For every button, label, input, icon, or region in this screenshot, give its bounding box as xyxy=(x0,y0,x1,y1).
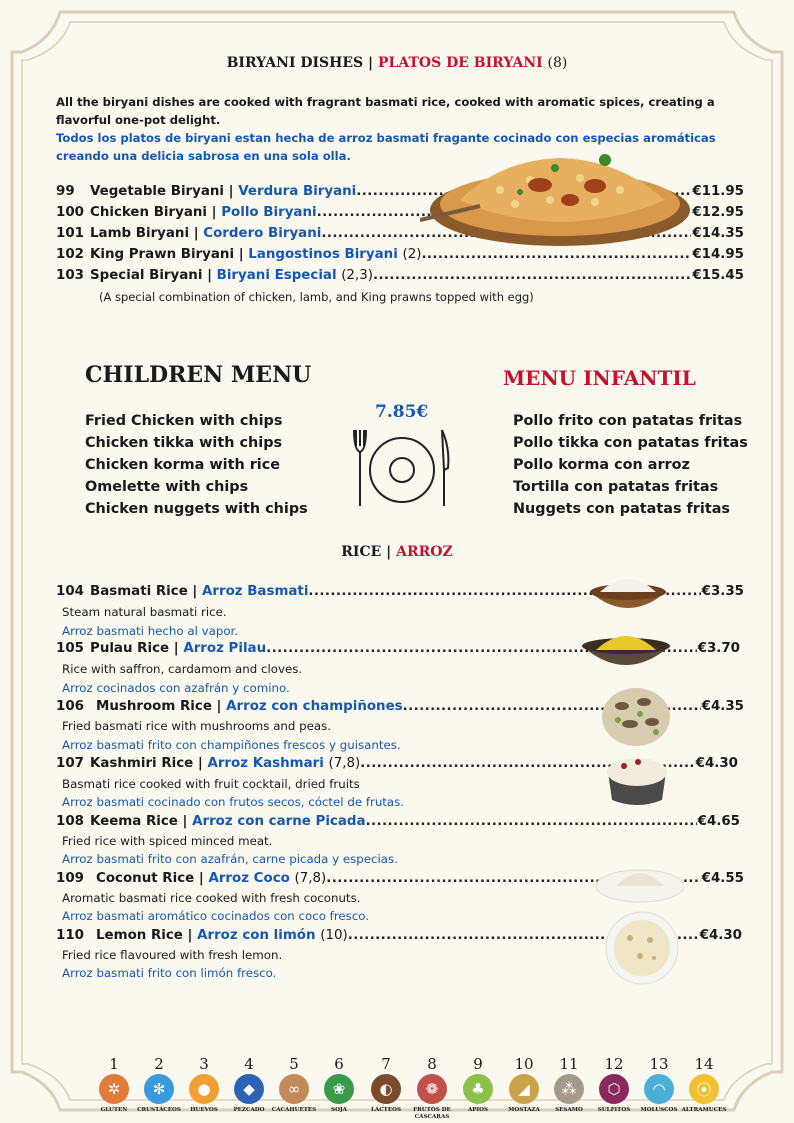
children-item: Pollo tikka con patatas fritas xyxy=(513,435,748,451)
allergen-7 xyxy=(360,1055,412,1114)
item-number: 108 xyxy=(56,814,84,829)
shell-icon: ◠ xyxy=(644,1074,674,1104)
allergen-number: 2 xyxy=(154,1055,164,1073)
item-price: €12.95 xyxy=(692,205,744,220)
nut-icon: ❁ xyxy=(417,1074,447,1104)
item-name-en: King Prawn Biryani | xyxy=(90,247,244,262)
allergen-label: MOLUSCOS xyxy=(640,1107,678,1113)
item-number: 103 xyxy=(56,268,84,283)
wheat-icon: ✲ xyxy=(99,1074,129,1104)
item-price: €4.65 xyxy=(697,814,740,829)
allergen-number: 10 xyxy=(514,1055,534,1073)
kashmiri-rice-image xyxy=(604,752,670,808)
allergen-number: 1 xyxy=(109,1055,119,1073)
basmati-rice-image xyxy=(586,572,670,620)
item-desc-en: Basmati rice cooked with fruit cocktail, dried fruits xyxy=(62,777,360,791)
biryani-section-title xyxy=(0,55,794,71)
item-price: €4.55 xyxy=(701,871,744,886)
item-name-es: Arroz Kashmari xyxy=(207,756,324,771)
item-name-es: Cordero Biryani xyxy=(203,226,322,241)
item-allergens: (2) xyxy=(402,247,422,262)
allergen-9 xyxy=(452,1055,504,1114)
biryani-intro-en: All the biryani dishes are cooked with fragrant basmati rice, cooked with aromatic spices, creating a flavorful one-pot delight. xyxy=(56,95,715,127)
item-name-en: Chicken Biryani | xyxy=(90,205,217,220)
item-name-en: Lamb Biryani | xyxy=(90,226,199,241)
item-desc-en: Fried rice flavoured with fresh lemon. xyxy=(62,948,283,962)
item-number: 105 xyxy=(56,641,84,656)
children-item: Omelette with chips xyxy=(85,479,249,495)
sesame-icon: ⁂ xyxy=(554,1074,584,1104)
item-name-en: Basmati Rice | xyxy=(90,584,198,599)
item-price: €4.30 xyxy=(699,928,742,943)
item-name-en: Special Biryani | xyxy=(90,268,212,283)
biryani-title-en: BIRYANI DISHES | xyxy=(226,55,374,71)
children-item: Chicken korma with rice xyxy=(85,457,281,473)
milk-icon: ◐ xyxy=(371,1074,401,1104)
lemon-rice-image xyxy=(604,910,680,986)
coconut-rice-image xyxy=(594,860,686,904)
rice-section-title xyxy=(0,544,794,560)
item-desc-es: Arroz basmati aromático cocinados con coco fresco. xyxy=(62,909,370,923)
lupin-icon: ⦿ xyxy=(689,1074,719,1104)
allergen-label: FRUTOS DE CASCARAS xyxy=(413,1107,451,1120)
item-name-es: Arroz con limón xyxy=(197,928,316,943)
item-desc-es: Arroz basmati frito con azafrán, carne picada y especias. xyxy=(62,852,398,866)
item-name-en: Keema Rice | xyxy=(90,814,188,829)
item-name-es: Arroz Pilau xyxy=(183,641,267,656)
item-price: €4.35 xyxy=(701,699,744,714)
allergen-legend xyxy=(88,1055,727,1121)
biryani-title-allergens: (8) xyxy=(547,55,568,71)
item-desc-en: Steam natural basmati rice. xyxy=(62,605,227,619)
item-name-es: Arroz con carne Picada xyxy=(192,814,366,829)
item-name-es: Arroz con champiñones xyxy=(226,699,403,714)
item-price: €14.95 xyxy=(692,247,744,262)
item-name-es: Arroz Coco xyxy=(208,871,290,886)
item-desc-es: Arroz basmati cocinado con frutos secos, cóctel de frutas. xyxy=(62,795,405,809)
item-desc-es: Arroz basmati frito con limón fresco. xyxy=(62,966,277,980)
item-name-en: Vegetable Biryani | xyxy=(90,184,234,199)
biryani-special-note: (A special combination of chicken, lamb, and King prawns topped with egg) xyxy=(99,290,534,304)
allergen-label: CRUSTÁCEOS xyxy=(137,1107,181,1113)
item-name-en: Coconut Rice | xyxy=(96,871,204,886)
allergen-number: 13 xyxy=(649,1055,669,1073)
item-number: 99 xyxy=(56,184,75,199)
allergen-number: 9 xyxy=(473,1055,483,1073)
children-menu-price: 7.85€ xyxy=(375,402,429,422)
allergen-number: 14 xyxy=(694,1055,714,1073)
peanut-icon: ∞ xyxy=(279,1074,309,1104)
allergen-label: SULFITOS xyxy=(597,1107,631,1113)
item-name-en: Kashmiri Rice | xyxy=(90,756,203,771)
allergen-number: 11 xyxy=(559,1055,579,1073)
children-item: Chicken tikka with chips xyxy=(85,435,283,451)
celery-icon: ♣ xyxy=(463,1074,493,1104)
allergen-number: 6 xyxy=(334,1055,344,1073)
item-desc-en: Fried rice with spiced minced meat. xyxy=(62,834,273,848)
children-item: Tortilla con patatas fritas xyxy=(513,479,719,495)
allergen-label: HUEVOS xyxy=(190,1107,218,1113)
allergen-label: APIOS xyxy=(467,1107,489,1113)
children-item: Fried Chicken with chips xyxy=(85,413,283,429)
item-price: €14.35 xyxy=(692,226,744,241)
allergen-label: SOJA xyxy=(331,1107,347,1113)
crab-icon: ✻ xyxy=(144,1074,174,1104)
item-number: 107 xyxy=(56,756,84,771)
allergen-label: GLUTEN xyxy=(100,1107,128,1113)
item-number: 110 xyxy=(56,928,84,943)
mushroom-rice-image xyxy=(600,686,672,748)
allergen-label: PEZCADO xyxy=(233,1107,265,1113)
children-menu-title-es: MENU INFANTIL xyxy=(503,366,696,390)
item-desc-es: Arroz basmati hecho al vapor. xyxy=(62,624,239,638)
allergen-label: ALTRAMUCES xyxy=(681,1107,727,1113)
item-number: 109 xyxy=(56,871,84,886)
item-name-es: Biryani Especial xyxy=(216,268,337,283)
item-price: €3.35 xyxy=(701,584,744,599)
item-price: €3.70 xyxy=(697,641,740,656)
item-number: 106 xyxy=(56,699,84,714)
allergen-number: 4 xyxy=(244,1055,254,1073)
soy-icon: ❀ xyxy=(324,1074,354,1104)
pulau-rice-image xyxy=(580,628,672,680)
item-number: 100 xyxy=(56,205,84,220)
egg-icon: ● xyxy=(189,1074,219,1104)
children-item: Pollo frito con patatas fritas xyxy=(513,413,743,429)
children-menu-title-en: CHILDREN MENU xyxy=(85,362,312,388)
item-desc-es: Arroz cocinados con azafrán y comino. xyxy=(62,681,290,695)
biryani-dish-image xyxy=(420,140,700,250)
item-price: €11.95 xyxy=(692,184,744,199)
fish-icon: ◆ xyxy=(234,1074,264,1104)
allergen-number: 3 xyxy=(199,1055,209,1073)
item-allergens: (2,3) xyxy=(341,268,373,283)
allergen-label: SESAMO xyxy=(555,1107,583,1113)
item-name-en: Mushroom Rice | xyxy=(96,699,222,714)
children-items-en xyxy=(85,410,308,520)
item-name-en: Lemon Rice | xyxy=(96,928,193,943)
allergen-label: MOSTAZA xyxy=(508,1107,540,1113)
item-name-es: Pollo Biryani xyxy=(221,205,317,220)
biryani-intro-es: Todos los platos de biryani estan hecha de arroz basmati fragante cocinado con especias aromáticas creando una delicia sabrosa en una sola olla. xyxy=(56,131,716,163)
allergen-14 xyxy=(678,1055,730,1114)
item-number: 101 xyxy=(56,226,84,241)
allergen-number: 7 xyxy=(381,1055,391,1073)
item-price: €15.45 xyxy=(692,268,744,283)
mustard-icon: ◢ xyxy=(509,1074,539,1104)
item-price: €4.30 xyxy=(695,756,738,771)
item-name-en: Pulau Rice | xyxy=(90,641,179,656)
menu-item-103 xyxy=(56,268,744,283)
fork-plate-knife-icon xyxy=(350,428,454,510)
item-allergens: (7,8) xyxy=(328,756,361,771)
allergen-number: 5 xyxy=(289,1055,299,1073)
menu-item-108 xyxy=(56,814,740,829)
item-name-es: Verdura Biryani xyxy=(238,184,357,199)
children-item: Chicken nuggets with chips xyxy=(85,501,308,517)
item-desc-en: Aromatic basmati rice cooked with fresh coconuts. xyxy=(62,891,361,905)
item-allergens: (7,8) xyxy=(294,871,327,886)
allergen-label: CACAHUETES xyxy=(271,1107,317,1113)
item-name-es: Langostinos Biryani xyxy=(248,247,398,262)
item-desc-es: Arroz basmati frito con champiñones frescos y guisantes. xyxy=(62,738,401,752)
item-desc-en: Rice with saffron, cardamom and cloves. xyxy=(62,662,303,676)
allergen-8 xyxy=(406,1055,458,1121)
children-item: Nuggets con patatas fritas xyxy=(513,501,730,517)
item-name-es: Arroz Basmati xyxy=(202,584,309,599)
allergen-number: 8 xyxy=(427,1055,437,1073)
allergen-6 xyxy=(313,1055,365,1114)
allergen-number: 12 xyxy=(604,1055,624,1073)
item-desc-en: Fried basmati rice with mushrooms and peas. xyxy=(62,719,332,733)
rice-title-es: ARROZ xyxy=(396,544,453,560)
allergen-label: LÁCTEOS xyxy=(370,1107,402,1113)
item-allergens: (10) xyxy=(320,928,348,943)
children-items-es xyxy=(513,410,748,520)
rice-title-en: RICE | xyxy=(341,544,392,560)
children-item: Pollo korma con arroz xyxy=(513,457,690,473)
biryani-title-es: PLATOS DE BIRYANI xyxy=(378,55,543,71)
item-number: 102 xyxy=(56,247,84,262)
sulphite-icon: ⬡ xyxy=(599,1074,629,1104)
item-number: 104 xyxy=(56,584,84,599)
